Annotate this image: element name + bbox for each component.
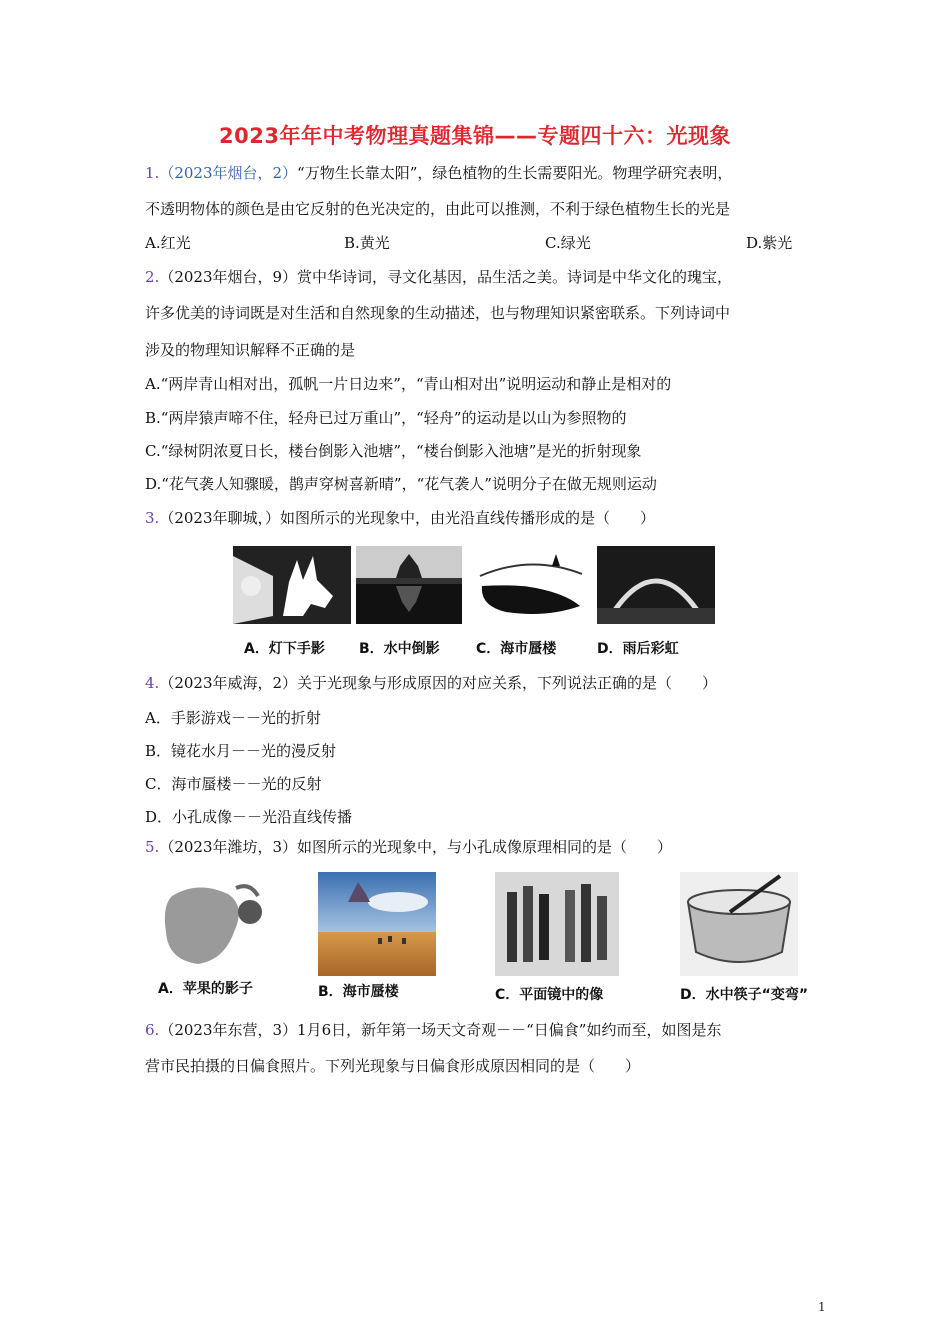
- q1-text-1: “万物生长靠太阳”，绿色植物的生长需要阳光。物理学研究表明，: [297, 164, 733, 182]
- q5-line1: [145, 836, 672, 858]
- q5-number: 5.: [145, 838, 160, 856]
- q1-option-d: D.紫光: [746, 234, 793, 252]
- q2-line1: [145, 266, 732, 288]
- q5-image-mirage: [318, 872, 436, 976]
- q1-source: （2023年烟台，2）: [159, 164, 298, 182]
- q6-number: 6.: [145, 1021, 160, 1039]
- q1-line2: 不透明物体的颜色是由它反射的色光决定的，由此可以推测，不利于绿色植物生长的光是: [145, 200, 731, 218]
- q4-option-b: B．镜花水月－－光的漫反射: [145, 742, 337, 760]
- q3-number: 3.: [145, 509, 160, 527]
- q5-image-apple-shadow: [158, 876, 274, 972]
- q4-text-1: （2023年威海，2）关于光现象与形成原因的对应关系，下列说法正确的是（ ）: [159, 674, 718, 692]
- q1-line1: [145, 162, 732, 184]
- q5-caption-d: D．水中筷子“变弯”: [680, 987, 809, 1003]
- q2-option-a: A.“两岸青山相对出，孤帆一片日边来”，“青山相对出”说明运动和静止是相对的: [145, 375, 672, 393]
- q2-line2: 许多优美的诗词既是对生活和自然现象的生动描述，也与物理知识紧密联系。下列诗词中: [145, 304, 731, 322]
- q5-image-plane-mirror: [495, 872, 619, 976]
- page-title: 2023年年中考物理真题集锦——专题四十六：光现象: [219, 124, 731, 148]
- q3-text-1: （2023年聊城，）如图所示的光现象中，由光沿直线传播形成的是（ ）: [159, 509, 655, 527]
- q5-caption-a: A．苹果的影子: [158, 981, 253, 997]
- q3-image-water-reflection: [356, 546, 462, 624]
- page-number: 1: [818, 1300, 826, 1314]
- q2-number: 2.: [145, 268, 160, 286]
- q2-option-b: B.“两岸猿声啼不住，轻舟已过万重山”，“轻舟”的运动是以山为参照物的: [145, 409, 627, 427]
- q4-option-c: C．海市蜃楼－－光的反射: [145, 775, 322, 793]
- q3-caption-d: D．雨后彩虹: [597, 641, 679, 657]
- q6-text-1: （2023年东营，3）1月6日，新年第一场天文奇观－－“日偏食”如约而至，如图是东: [159, 1021, 722, 1039]
- q4-option-a: A．手影游戏－－光的折射: [145, 709, 321, 727]
- q5-caption-b: B．海市蜃楼: [318, 984, 399, 1000]
- q3-image-mirage: [476, 546, 586, 624]
- q3-image-hand-shadow: [233, 546, 351, 624]
- q2-text-1: （2023年烟台，9）赏中华诗词，寻文化基因，品生活之美。诗词是中华文化的瑰宝，: [159, 268, 733, 286]
- q3-line1: [145, 507, 655, 529]
- q3-caption-c: C．海市蜃楼: [476, 641, 557, 657]
- q2-line3: 涉及的物理知识解释不正确的是: [145, 341, 356, 359]
- q5-caption-c: C．平面镜中的像: [495, 987, 604, 1003]
- q1-option-c: C.绿光: [545, 234, 591, 252]
- q4-number: 4.: [145, 674, 160, 692]
- q1-option-b: B.黄光: [344, 234, 390, 252]
- q4-option-d: D．小孔成像－－光沿直线传播: [145, 808, 353, 826]
- q2-option-c: C.“绿树阴浓夏日长，楼台倒影入池塘”，“楼台倒影入池塘”是光的折射现象: [145, 442, 642, 460]
- q3-image-rainbow: [597, 546, 715, 624]
- q5-text-1: （2023年潍坊，3）如图所示的光现象中，与小孔成像原理相同的是（ ）: [159, 838, 673, 856]
- q2-option-d: D.“花气袭人知骤暖，鹊声穿树喜新晴”，“花气袭人”说明分子在做无规则运动: [145, 475, 657, 493]
- q3-caption-b: B．水中倒影: [359, 641, 440, 657]
- q1-number: 1.: [145, 164, 160, 182]
- q1-option-a: A.红光: [145, 234, 191, 252]
- q6-line1: [145, 1019, 721, 1041]
- q3-caption-a: A．灯下手影: [244, 641, 325, 657]
- q6-line2: 营市民拍摄的日偏食照片。下列光现象与日偏食形成原因相同的是（ ）: [145, 1057, 641, 1075]
- q4-line1: [145, 672, 717, 694]
- q5-image-chopsticks: [680, 872, 798, 976]
